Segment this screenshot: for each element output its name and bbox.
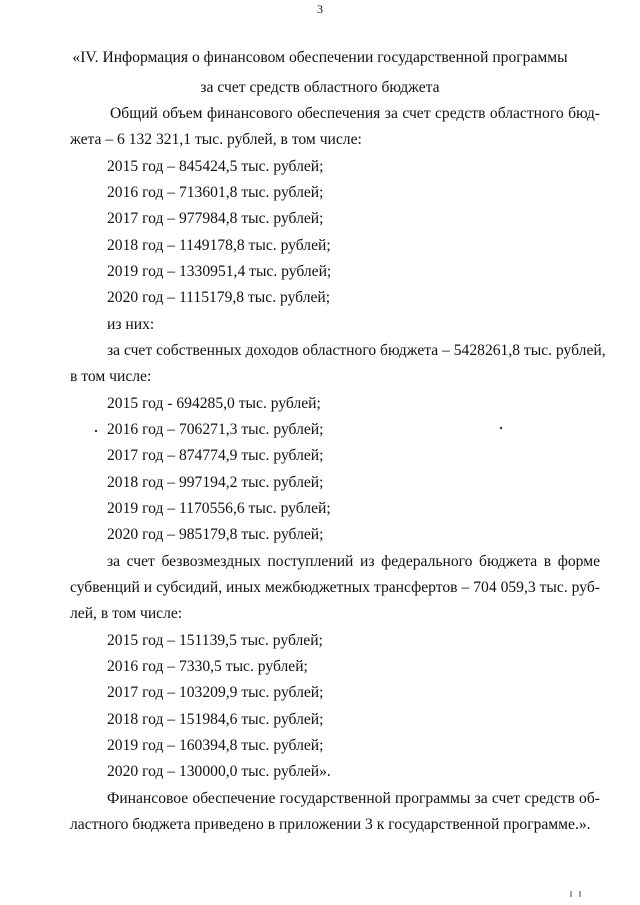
own-year-2019: 2019 год – 1170556,6 тыс. рублей; [107,500,331,517]
federal-year-2019: 2019 год – 160394,8 тыс. рублей; [107,737,324,754]
of-them-label: из них: [107,316,155,333]
total-year-2017: 2017 год – 977984,8 тыс. рублей; [107,210,324,227]
total-year-2020: 2020 год – 1115179,8 тыс. рублей; [107,289,331,306]
federal-year-2018: 2018 год – 151984,6 тыс. рублей; [107,711,324,728]
own-year-2016: 2016 год – 706271,3 тыс. рублей; [107,421,324,438]
total-year-2018: 2018 год – 1149178,8 тыс. рублей; [107,237,331,254]
own-paragraph-line-2: в том числе: [70,368,152,385]
own-year-2017: 2017 год – 874774,9 тыс. рублей; [107,447,324,464]
federal-paragraph-line-2: субвенций и субсидий, иных межбюджетных трансфертов – 704 059,3 тыс. руб- [70,579,600,596]
federal-year-2015: 2015 год – 151139,5 тыс. рублей; [107,632,323,649]
total-paragraph-line-1: Общий объем финансового обеспечения за счет средств областного бюд- [110,105,600,122]
closing-paragraph-line-2: ластного бюджета приведено в приложении 3 к государственной программе.». [70,816,591,833]
closing-paragraph-line-1: Финансовое обеспечение государственной программы за счет средств об- [107,790,600,807]
scan-speck-mark [568,890,588,898]
section-heading-line-1: «IV. Информация о финансовом обеспечении государственной программы [72,49,568,66]
federal-year-2016: 2016 год – 7330,5 тыс. рублей; [107,658,308,675]
federal-year-2020: 2020 год – 130000,0 тыс. рублей». [107,763,331,780]
own-year-2015: 2015 год - 694285,0 тыс. рублей; [107,395,321,412]
scan-speck-mark [93,428,99,434]
own-year-2020: 2020 год – 985179,8 тыс. рублей; [107,526,324,543]
federal-paragraph-line-3: лей, в том числе: [70,605,183,622]
own-year-2018: 2018 год – 997194,2 тыс. рублей; [107,474,324,491]
total-year-2015: 2015 год – 845424,5 тыс. рублей; [107,158,324,175]
total-year-2019: 2019 год – 1330951,4 тыс. рублей; [107,263,332,280]
total-year-2016: 2016 год – 713601,8 тыс. рублей; [107,184,324,201]
section-heading-line-2: за счет средств областного бюджета [200,79,440,96]
own-paragraph-line-1: за счет собственных доходов областного бюджета – 5428261,8 тыс. рублей, [107,342,606,359]
scan-speck-mark [498,425,504,431]
total-paragraph-line-2: жета – 6 132 321,1 тыс. рублей, в том числе: [70,131,362,148]
federal-paragraph-line-1: за счет безвозмездных поступлений из федерального бюджета в форме [107,553,600,570]
page-number: 3 [317,2,323,16]
federal-year-2017: 2017 год – 103209,9 тыс. рублей; [107,684,324,701]
